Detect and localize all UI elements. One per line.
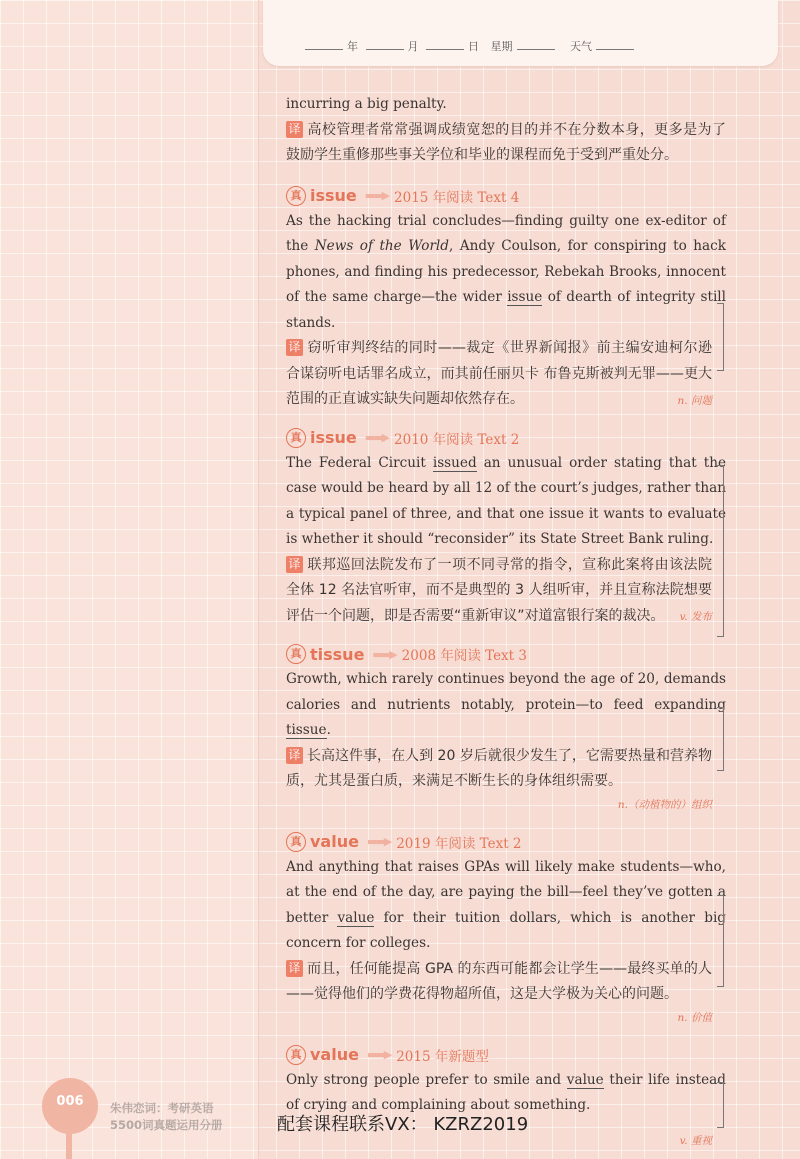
arrow-icon: ▬▬▶	[372, 647, 396, 661]
bracket-line	[717, 707, 724, 771]
exam-source: 2008 年阅读 Text 3	[401, 648, 527, 664]
meaning-note: v. 发布	[679, 611, 712, 623]
bracket-line	[717, 895, 724, 987]
translation-marker: 译	[286, 121, 303, 138]
example-sentence: Growth, which rarely continues beyond the age of 20, demands calories and nutrients notably, protein—to feed expanding tissue.	[286, 671, 726, 738]
translation-marker: 译	[286, 747, 303, 764]
entry-header	[286, 425, 726, 451]
year-label: 年	[347, 40, 358, 53]
key-word: tissue	[286, 722, 327, 738]
exam-source: 2010 年阅读 Text 2	[394, 431, 520, 448]
entry	[286, 641, 726, 815]
date-bar	[263, 0, 778, 66]
month-label: 月	[407, 40, 419, 53]
example-sentence: As the hacking trial concludes—finding guilty one ex-editor of the News of the World, Andy Coulson, for conspiring to hack phones, and finding his predecessor, Rebekah Brooks, innocent of the same charge—the wider issue of dearth of integrity still stands.	[286, 212, 727, 331]
weather-label: 天气	[570, 40, 592, 53]
intro-english: incurring a big penalty.	[286, 96, 447, 112]
example-sentence: The Federal Circuit issued an unusual order stating that the case would be heard by all 12 of the court’s judges, rather than a typical panel of three, and that one issue it wants to evaluate is whether it should “reconsider” its State Street Bank ruling.	[286, 454, 726, 547]
example-translation: 译 而且，任何能提高 GPA 的东西可能都会让学生——最终买单的人——觉得他们的学费花得物超所值，这是大学极为关心的问题。	[286, 960, 712, 1002]
bracket-line	[717, 465, 724, 637]
exam-source: 2019 年阅读 Text 2	[396, 835, 522, 852]
entry	[286, 183, 726, 411]
example-sentence: Only strong people prefer to smile and value their life instead of crying and complaining about something.	[286, 1071, 726, 1113]
entry-header	[286, 183, 726, 209]
book-title-line1: 朱伟恋词：考研英语	[110, 1101, 214, 1115]
meaning-note: n. 价值	[677, 1011, 712, 1024]
translation-marker: 译	[286, 556, 303, 573]
headword: issue	[310, 428, 357, 447]
entry	[286, 829, 726, 1028]
real-exam-badge: 真	[286, 186, 306, 206]
real-exam-badge: 真	[286, 644, 306, 664]
exam-source: 2015 年阅读 Text 4	[394, 189, 520, 206]
book-title	[110, 1100, 223, 1134]
real-exam-badge: 真	[286, 428, 306, 448]
intro-translation: 译 高校管理者常常强调成绩宽恕的目的并不在分数本身，更多是为了鼓励学生重修那些事关学位和毕业的课程而免于受到严重处分。	[286, 121, 726, 163]
headword: tissue	[310, 644, 365, 664]
entry	[286, 425, 726, 628]
real-exam-badge: 真	[286, 1045, 306, 1065]
headword: value	[310, 832, 359, 851]
example-translation: 译 窃听审判终结的同时——裁定《世界新闻报》前主编安迪柯尔逊合谋窃听电话罪名成立，而其前任丽贝卡 布鲁克斯被判无罪——更大范围的正直诚实缺失问题却依然存在。	[286, 340, 712, 407]
book-title-line2: 5500词真题运用分册	[110, 1118, 223, 1132]
key-word: value	[337, 909, 375, 926]
arrow-icon: ▬▬▶	[364, 431, 389, 444]
meaning-note: n.（动植物的）组织	[617, 798, 712, 811]
tree-trunk-decoration	[66, 1126, 72, 1159]
arrow-icon: ▬▬▶	[364, 189, 389, 202]
page-number: 006	[56, 1094, 84, 1109]
real-exam-badge: 真	[286, 832, 306, 852]
day-label: 日	[468, 40, 479, 53]
entry-header	[286, 1042, 726, 1068]
exam-source: 2015 年新题型	[396, 1048, 489, 1065]
bracket-line	[717, 1082, 724, 1128]
intro-block	[286, 92, 726, 169]
headword: value	[310, 1045, 359, 1064]
arrow-icon: ▬▬▶	[366, 1048, 391, 1061]
example-sentence: And anything that raises GPAs will likely make students—who, at the end of the day, are paying the bill—feel they’ve gotten a better value for their tuition dollars, which is another big concern for colleges.	[286, 858, 726, 951]
translation-marker: 译	[286, 960, 303, 977]
meaning-note: n. 问题	[677, 394, 712, 407]
entry-header	[286, 641, 726, 667]
example-translation: 译 长高这件事，在人到 20 岁后就很少发生了，它需要热量和营养物质，尤其是蛋白质，来满足不断生长的身体组织需要。	[286, 747, 712, 789]
key-word: value	[566, 1071, 604, 1088]
key-word: issued	[432, 454, 477, 471]
left-margin-panel	[0, 0, 259, 1159]
page-content	[286, 92, 726, 1151]
contact-watermark: 配套课程联系VX： KZRZ2019	[277, 1114, 529, 1135]
headword: issue	[310, 186, 357, 205]
translation-marker: 译	[286, 339, 303, 356]
meaning-note: v. 重视	[679, 1134, 712, 1147]
bracket-line	[717, 303, 724, 371]
entry-header	[286, 829, 726, 855]
key-word: issue	[507, 289, 543, 305]
example-translation: 译 联邦巡回法院发布了一项不同寻常的指令，宣称此案将由该法院全体 12 名法官听审，而不是典型的 3 人组听审，并且宣称法院想要评估一个问题，即是否需要“重新审议”对道富银行案的裁决。	[286, 556, 712, 624]
date-row	[301, 38, 638, 54]
arrow-icon: ▬▬▶	[366, 835, 391, 848]
weekday-label: 星期	[490, 40, 513, 53]
